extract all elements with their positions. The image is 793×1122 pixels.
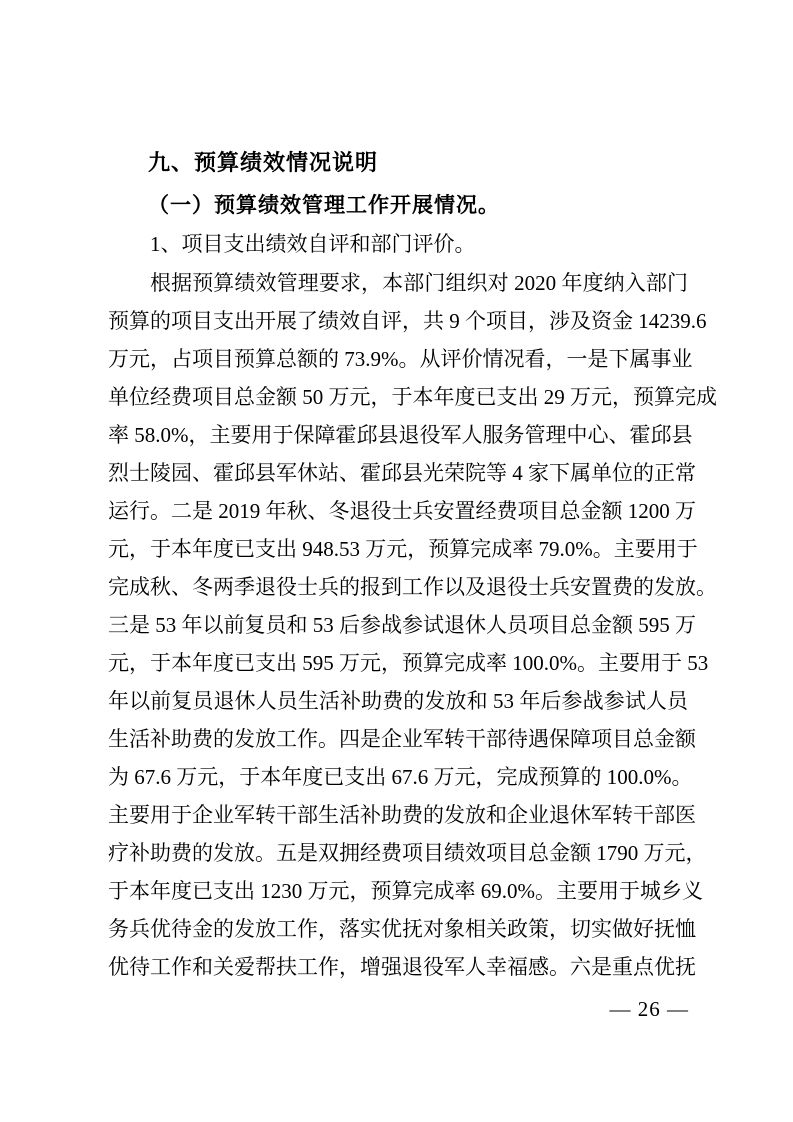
paragraph-line: 预算的项目支出开展了绩效自评，共 9 个项目，涉及资金 14239.6 bbox=[108, 309, 707, 333]
paragraph-line: 单位经费项目总金额 50 万元，于本年度已支出 29 万元，预算完成 bbox=[108, 385, 717, 409]
paragraph-line: 率 58.0%，主要用于保障霍邱县退役军人服务管理中心、霍邱县 bbox=[108, 423, 693, 447]
paragraph-line: 为 67.6 万元，于本年度已支出 67.6 万元，完成预算的 100.0%。 bbox=[108, 765, 693, 789]
paragraph-line: 烈士陵园、霍邱县军休站、霍邱县光荣院等 4 家下属单位的正常 bbox=[108, 461, 696, 485]
page-number: — 26 — bbox=[609, 997, 689, 1021]
paragraph-line: 疗补助费的发放。五是双拥经费项目绩效项目总金额 1790 万元， bbox=[108, 841, 707, 865]
paragraph-line: 生活补助费的发放工作。四是企业军转干部待遇保障项目总金额 bbox=[108, 727, 696, 751]
paragraph-line: 务兵优待金的发放工作，落实优抚对象相关政策，切实做好抚恤 bbox=[108, 917, 696, 941]
paragraph-line: 三是 53 年以前复员和 53 后参战参试退休人员项目总金额 595 万 bbox=[108, 613, 696, 637]
paragraph-line: 元，于本年度已支出 595 万元，预算完成率 100.0%。主要用于 53 bbox=[108, 651, 709, 675]
paragraph-line: 万元，占项目预算总额的 73.9%。从评价情况看，一是下属事业 bbox=[108, 347, 693, 371]
section-heading: 九、预算绩效情况说明 bbox=[148, 150, 379, 175]
paragraph-line: 根据预算绩效管理要求，本部门组织对 2020 年度纳入部门 bbox=[150, 271, 688, 295]
document-content bbox=[108, 143, 717, 986]
paragraph-line: 元，于本年度已支出 948.53 万元，预算完成率 79.0%。主要用于 bbox=[108, 537, 698, 561]
subsection-heading: （一）预算绩效管理工作开展情况。 bbox=[148, 194, 500, 217]
paragraph-line: 完成秋、冬两季退役士兵的报到工作以及退役士兵安置费的发放。 bbox=[108, 575, 717, 599]
item-heading: 1、项目支出绩效自评和部门评价。 bbox=[150, 232, 476, 256]
paragraph-line: 年以前复员退休人员生活补助费的发放和 53 年后参战参试人员 bbox=[108, 689, 688, 713]
paragraph-line: 于本年度已支出 1230 万元，预算完成率 69.0%。主要用于城乡义 bbox=[108, 879, 703, 903]
paragraph-line: 优待工作和关爱帮扶工作，增强退役军人幸福感。六是重点优抚 bbox=[108, 955, 696, 979]
body-paragraph bbox=[108, 264, 717, 986]
paragraph-line: 主要用于企业军转干部生活补助费的发放和企业退休军转干部医 bbox=[108, 803, 696, 827]
paragraph-line: 运行。二是 2019 年秋、冬退役士兵安置经费项目总金额 1200 万 bbox=[108, 499, 696, 523]
